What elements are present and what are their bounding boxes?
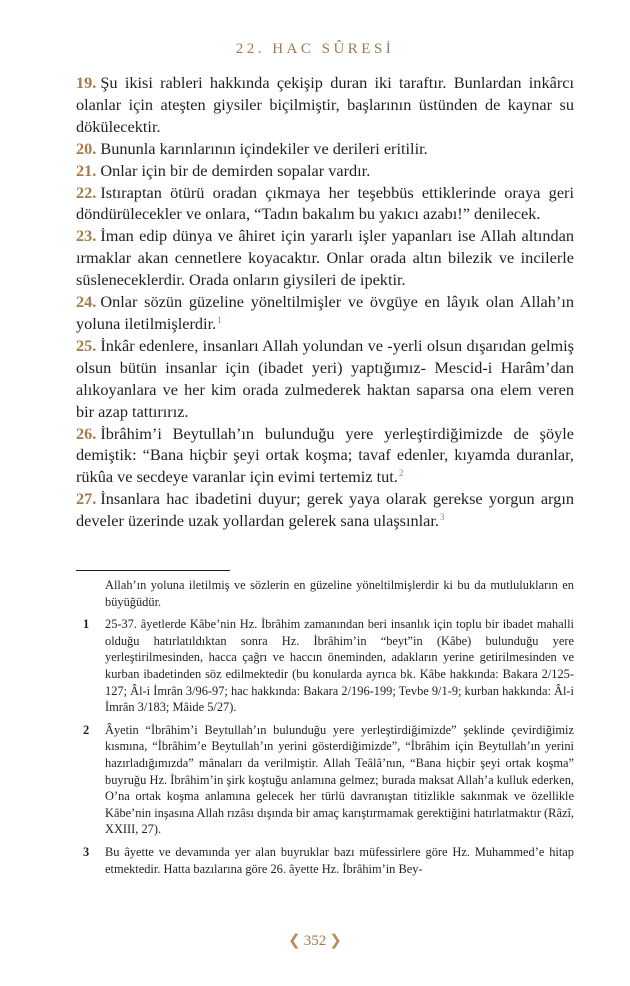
verse-number: 24. <box>76 292 97 312</box>
verse-text: Onlar sözün güzeline yöneltilmişler ve övgüye en lâyık olan Allah’ın yoluna iletilmişlerdir. <box>76 292 574 333</box>
verse-number: 27. <box>76 489 97 509</box>
verse-26 <box>76 423 574 489</box>
footnote-marker[interactable]: 2 <box>398 468 404 479</box>
footnote-number: 2 <box>83 722 90 737</box>
verse-23 <box>76 225 574 291</box>
verse-25 <box>76 335 574 423</box>
verse-number: 22. <box>76 182 97 202</box>
verse-text: İnsanlara hac ibadetini duyur; gerek yaya olarak gerekse yorgun argın develer üzerinde uzak yollardan gelerek sana ulaşsınlar. <box>76 489 574 531</box>
running-header: 22. HAC SÛRESİ <box>235 41 395 57</box>
verse-number: 23. <box>76 226 97 246</box>
verse-number: 19. <box>76 73 97 92</box>
verse-24 <box>76 291 574 335</box>
footnote-1 <box>76 616 574 716</box>
footnote-text: Bu âyette ve devamında yer alan buyruklar bazı müfessirlere göre Hz. Muhammed’e hitap etmektedir. Hatta bazılarına göre 26. âyette Hz. İbrâhim’in Bey- <box>105 844 574 876</box>
verse-text: Bununla karınlarının içindekiler ve derileri eritilir. <box>100 138 428 158</box>
verse-22 <box>76 182 574 226</box>
page-number-footer <box>0 931 630 950</box>
verse-27 <box>76 488 574 532</box>
footnote-marker[interactable]: 3 <box>440 512 445 523</box>
verse-number: 20. <box>76 138 97 158</box>
verse-number: 21. <box>76 160 97 180</box>
verse-text: Onlar için bir de demirden sopalar vardır. <box>100 160 371 180</box>
left-ornament-icon: ❮ <box>288 933 301 949</box>
footnote-text: 25-37. âyetlerde Kâbe’nin Hz. İbrâhim zamanından beri insanlık için toplu bir ibadet mahalli olduğu hatırlatıldıktan sonra Hz. İbrâhim’in “beyt”in (Kâbe) bulunduğu yere yerleştirilmesinden, hacca çağrı ve haccın öneminden, adakların yerine getirilmesinden ve kurban ibadetinden söz edilmektedir (bu konularda ayrıca bk. Kâbe hakkında: Bakara 2/125-127; Âl-i İmrân 3/96-97; hac hakkında: Bakara 2/196-199; Tevbe 9/1-9; kurban hakkında: Âl-i İmrân 3/183; Mâide 5/27). <box>105 617 574 715</box>
verse-text: İnkâr edenlere, insanları Allah yolundan ve -yerli olsun dışarıdan gelmiş olsun bütün insanlar için (ibadet yeri) yaptığımız- Mescid-i Harâm’dan alıkoyanlara ve her kim orada zulmederek haktan saparsa ona elem veren bir azap tattırırız. <box>76 335 574 421</box>
verse-20 <box>76 138 574 160</box>
verse-21 <box>76 160 574 182</box>
verse-text-body <box>76 72 574 532</box>
verse-number: 25. <box>76 335 97 355</box>
verse-number: 26. <box>76 423 97 443</box>
footnotes <box>76 577 574 883</box>
footnote-number: 3 <box>83 844 90 859</box>
page-number: 352 <box>303 933 327 949</box>
footnote-3 <box>76 844 574 877</box>
verse-text: Istıraptan ötürü oradan çıkmaya her teşebbüs ettiklerinde oraya geri döndürülecekler ve onlara, “Tadın bakalım bu yakıcı azabı!” denilecek. <box>76 182 574 224</box>
verse-text: Şu ikisi rableri hakkında çekişip duran iki taraftır. Bunlardan inkârcı olanlar için ateşten giysiler biçilmiştir, başlarının üstünden de kaynar su dökülecektir. <box>76 73 574 136</box>
footnote-marker[interactable]: 1 <box>217 314 222 325</box>
footnote-continuation: Allah’ın yoluna iletilmiş ve sözlerin en güzeline yöneltilmişlerdir ki bu da mutlulukların en büyüğüdür. <box>105 578 574 609</box>
verse-19 <box>76 72 574 138</box>
footnote-2 <box>76 722 574 838</box>
verse-text: İman edip dünya ve âhiret için yararlı işler yapanları ise Allah altından ırmaklar akan cennetlere koyacaktır. Onlar orada altın bilezik ve incilerle süsleneceklerdir. Orada onların giysileri de ipektir. <box>76 226 574 290</box>
footnote-text: Âyetin “İbrâhim’i Beytullah’ın bulunduğu yere yerleştirdiğimizde” şeklinde çevirdiğimiz kısmına, “İbrâhim’e Beytullah’ın yerini gösterdiğimizde”, “İbrâhim için Beytullah’ın yerini hazırladığımızda” mânaları da verilmiştir. Allah Teâlâ’nın, “Bana hiçbir şeyi ortak koşma” buyruğu Hz. İbrâhim’in şirk koştuğu anlamına gelmez; burada maksat Allah’a kulluk ederken, O’na ortak koşma anlamına gelecek her türlü davranıştan titizlikle sakınmak ve özellikle Kâbe’nin inşasına Allah rızâsı dışında bir amaç karıştırmamak gerektiğini hatırlatmaktır (Râzî, XXIII, 27). <box>105 722 574 837</box>
footnote-number: 1 <box>83 617 90 632</box>
right-ornament-icon: ❯ <box>329 933 342 949</box>
footnote-divider <box>76 570 230 571</box>
verse-text: İbrâhim’i Beytullah’ın bulunduğu yere yerleştirdiğimizde de şöyle demiştik: “Bana hiçbir şeyi ortak koşma; tavaf edenler, kıyamda duranlar, rükûa ve secdeye varanlar için evimi tertemiz tut. <box>76 423 574 487</box>
